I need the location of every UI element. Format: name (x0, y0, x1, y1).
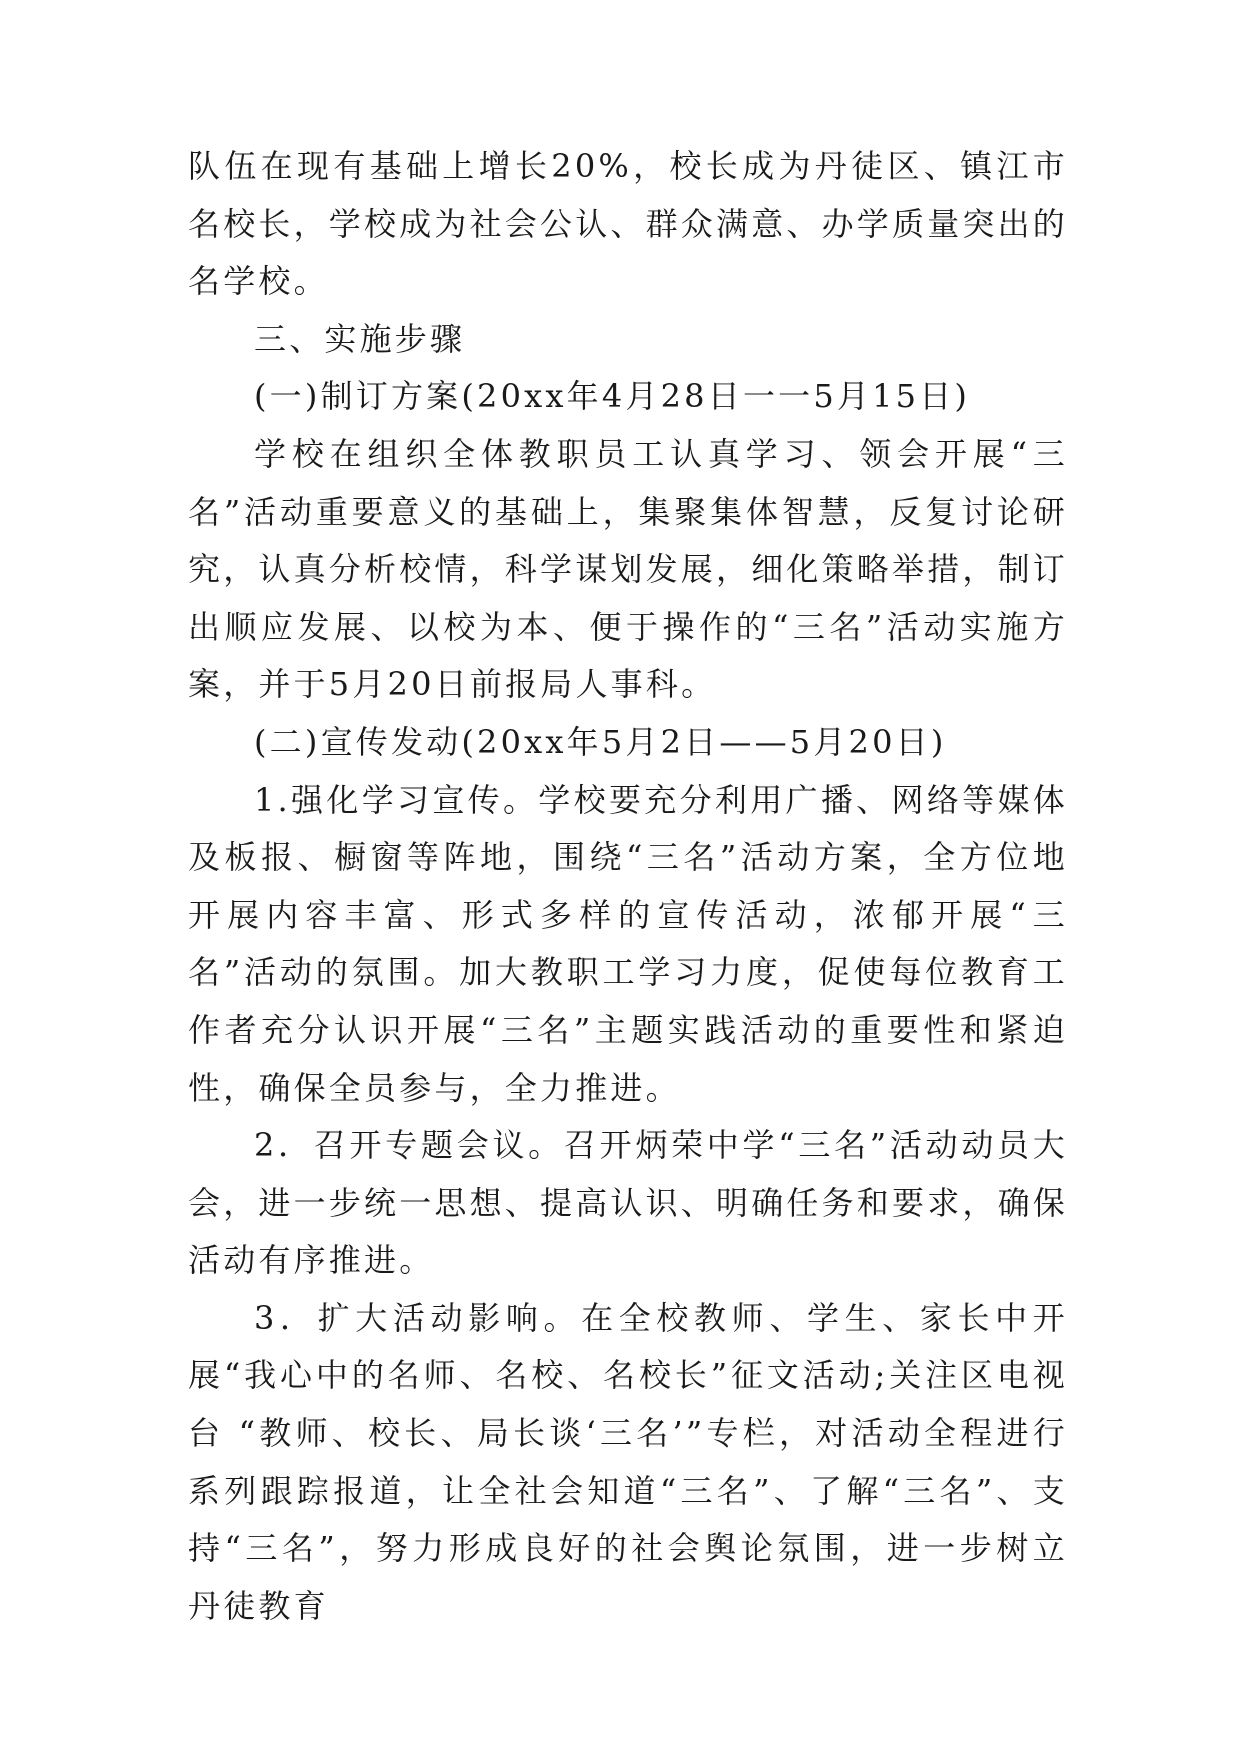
paragraph-item-1: 1.强化学习宣传。学校要充分利用广播、网络等媒体及板报、橱窗等阵地，围绕“三名”活动方案，全方位地开展内容丰富、形式多样的宣传活动，浓郁开展“三名”活动的氛围。加大教职工学习力度，促使每位教育工作者充分认识开展“三名”主题实践活动的重要性和紧迫性，确保全员参与，全力推进。 (188, 780, 1068, 1107)
paragraph-goal-continuation: 队伍在现有基础上增长20%，校长成为丹徒区、镇江市名校长，学校成为社会公认、群众满意、办学质量突出的名学校。 (188, 147, 1069, 301)
subheading-make-plan: (一)制订方案(20xx年4月28日一一5月15日) (254, 377, 971, 416)
section-heading-implementation-steps: 三、实施步骤 (254, 319, 466, 358)
paragraph-item-2: 2．召开专题会议。召开炳荣中学“三名”活动动员大会，进一步统一思想、提高认识、明确任务和要求，确保活动有序推进。 (188, 1126, 1069, 1280)
document-page (188, 138, 1068, 1635)
paragraph-make-plan: 学校在组织全体教职员工认真学习、领会开展“三名”活动重要意义的基础上，集聚集体智慧，反复讨论研究，认真分析校情，科学谋划发展，细化策略举措，制订出顺应发展、以校为本、便于操作的“三名”活动实施方案，并于5月20日前报局人事科。 (188, 434, 1069, 704)
paragraph-item-3: 3．扩大活动影响。在全校教师、学生、家长中开展“我心中的名师、名校、名校长”征文活动;关注区电视台 “教师、校长、局长谈‘三名’”专栏，对活动全程进行系列跟踪报道，让全社会知道“三名”、了解“三名”、支持“三名”，努力形成良好的社会舆论氛围，进一步树立丹徒教育 (188, 1298, 1068, 1625)
subheading-publicity: (二)宣传发动(20xx年5月2日——5月20日) (254, 722, 947, 761)
